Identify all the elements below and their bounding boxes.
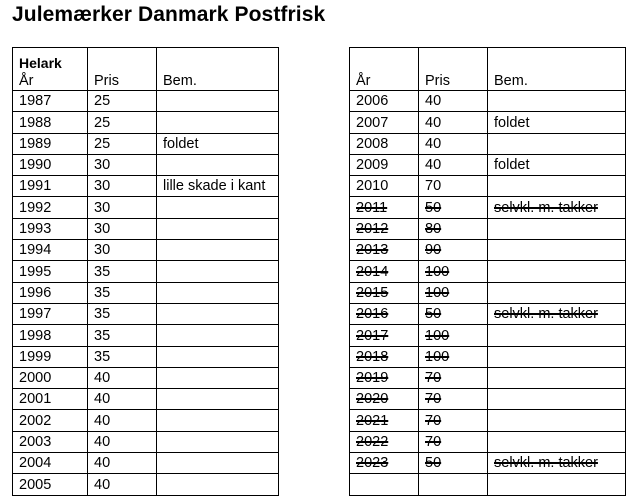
table-row <box>13 91 279 112</box>
cell-year: 1998 <box>13 325 88 346</box>
cell-price: 35 <box>88 261 157 282</box>
cell-note <box>488 389 626 410</box>
table-body-right <box>350 48 626 496</box>
cell-note <box>157 261 279 282</box>
cell-year: 2003 <box>13 431 88 452</box>
cell-year: 2004 <box>13 453 88 474</box>
cell-year: 2016 <box>350 303 419 324</box>
cell-price: 70 <box>419 431 488 452</box>
table-row <box>13 431 279 452</box>
cell-price: 35 <box>88 303 157 324</box>
cell-year: 2017 <box>350 325 419 346</box>
cell-year: 2008 <box>350 133 419 154</box>
cell-year: 2020 <box>350 389 419 410</box>
cell-year: 1991 <box>13 176 88 197</box>
table-row <box>350 453 626 474</box>
cell-year: 2014 <box>350 261 419 282</box>
cell-price: 100 <box>419 282 488 303</box>
cell-year: 1999 <box>13 346 88 367</box>
cell-price: 40 <box>88 389 157 410</box>
cell-year: 2018 <box>350 346 419 367</box>
cell-price: 70 <box>419 367 488 388</box>
table-row <box>350 346 626 367</box>
cell-year: 1994 <box>13 240 88 261</box>
table-row <box>350 389 626 410</box>
cell-note <box>157 410 279 431</box>
cell-price: 40 <box>419 133 488 154</box>
table-row <box>13 154 279 175</box>
table-row <box>13 346 279 367</box>
cell-note <box>157 431 279 452</box>
header-year: År <box>350 48 419 91</box>
cell-note: selvkl. m. takker <box>488 453 626 474</box>
cell-price: 70 <box>419 176 488 197</box>
header-year-label: År <box>19 73 34 89</box>
cell-price: 35 <box>88 282 157 303</box>
cell-note: selvkl. m. takker <box>488 197 626 218</box>
header-note: Bem. <box>488 48 626 91</box>
table-row <box>13 133 279 154</box>
cell-note: lille skade i kant <box>157 176 279 197</box>
cell-price: 40 <box>88 410 157 431</box>
table-row <box>350 240 626 261</box>
cell-year: 1993 <box>13 218 88 239</box>
cell-price: 50 <box>419 303 488 324</box>
cell-price: 25 <box>88 133 157 154</box>
cell-year: 1987 <box>13 91 88 112</box>
cell-note <box>157 325 279 346</box>
cell-price: 40 <box>88 453 157 474</box>
cell-note <box>157 453 279 474</box>
cell-year: 2007 <box>350 112 419 133</box>
table-row <box>13 325 279 346</box>
cell-note <box>488 431 626 452</box>
cell-note <box>488 133 626 154</box>
cell-price: 100 <box>419 325 488 346</box>
cell-year: 2010 <box>350 176 419 197</box>
table-row <box>350 197 626 218</box>
cell-note <box>488 474 626 495</box>
cell-note <box>488 367 626 388</box>
cell-note <box>157 240 279 261</box>
cell-note <box>157 197 279 218</box>
cell-year: 2023 <box>350 453 419 474</box>
price-table-right <box>349 47 626 496</box>
header-price: Pris <box>419 48 488 91</box>
table-row <box>13 197 279 218</box>
cell-note <box>488 240 626 261</box>
cell-note <box>488 176 626 197</box>
cell-price: 40 <box>88 431 157 452</box>
cell-note <box>488 346 626 367</box>
cell-note <box>157 389 279 410</box>
cell-year: 1996 <box>13 282 88 303</box>
table-body-left <box>13 48 279 496</box>
cell-note <box>157 346 279 367</box>
cell-year: 1995 <box>13 261 88 282</box>
table-row <box>350 410 626 431</box>
table-row <box>350 112 626 133</box>
cell-note <box>488 261 626 282</box>
cell-year: 1997 <box>13 303 88 324</box>
cell-year: 2006 <box>350 91 419 112</box>
table-row <box>350 367 626 388</box>
table-row <box>13 410 279 431</box>
table-row <box>13 240 279 261</box>
cell-note <box>157 367 279 388</box>
cell-note: foldet <box>157 133 279 154</box>
cell-price: 35 <box>88 346 157 367</box>
table-row <box>13 282 279 303</box>
table-row <box>350 282 626 303</box>
cell-year: 2000 <box>13 367 88 388</box>
table-row <box>13 218 279 239</box>
cell-note <box>157 91 279 112</box>
cell-year: 2009 <box>350 154 419 175</box>
cell-year: 2019 <box>350 367 419 388</box>
cell-note: foldet <box>488 154 626 175</box>
cell-price: 30 <box>88 240 157 261</box>
table-row <box>350 154 626 175</box>
cell-price: 30 <box>88 218 157 239</box>
cell-price: 70 <box>419 410 488 431</box>
cell-note <box>488 218 626 239</box>
table-row <box>350 91 626 112</box>
table-row <box>350 133 626 154</box>
header-row <box>13 48 279 91</box>
table-row <box>350 431 626 452</box>
cell-year: 2012 <box>350 218 419 239</box>
table-row <box>13 389 279 410</box>
table-row <box>350 218 626 239</box>
cell-price: 100 <box>419 346 488 367</box>
cell-price: 40 <box>419 91 488 112</box>
cell-note <box>488 325 626 346</box>
table-row <box>350 261 626 282</box>
table-row <box>350 303 626 324</box>
cell-price: 30 <box>88 197 157 218</box>
cell-price: 30 <box>88 176 157 197</box>
table-row <box>350 176 626 197</box>
cell-year <box>350 474 419 495</box>
cell-price: 100 <box>419 261 488 282</box>
header-year <box>13 48 88 91</box>
cell-price: 40 <box>419 112 488 133</box>
price-table-left <box>12 47 279 496</box>
cell-year: 2021 <box>350 410 419 431</box>
page-title: Julemærker Danmark Postfrisk <box>12 3 326 26</box>
cell-year: 1992 <box>13 197 88 218</box>
cell-year: 1989 <box>13 133 88 154</box>
cell-price: 25 <box>88 91 157 112</box>
cell-price: 70 <box>419 389 488 410</box>
cell-note <box>157 112 279 133</box>
cell-price: 25 <box>88 112 157 133</box>
cell-year: 2015 <box>350 282 419 303</box>
table-row <box>350 325 626 346</box>
table-row <box>13 453 279 474</box>
table-row <box>13 176 279 197</box>
cell-note <box>157 282 279 303</box>
cell-note <box>157 474 279 495</box>
cell-note: foldet <box>488 112 626 133</box>
cell-price: 35 <box>88 325 157 346</box>
cell-note <box>157 303 279 324</box>
cell-price: 50 <box>419 453 488 474</box>
cell-year: 2001 <box>13 389 88 410</box>
cell-price: 40 <box>88 474 157 495</box>
cell-note <box>157 218 279 239</box>
header-row <box>350 48 626 91</box>
cell-price: 40 <box>88 367 157 388</box>
cell-price: 30 <box>88 154 157 175</box>
cell-year: 2002 <box>13 410 88 431</box>
table-row <box>13 112 279 133</box>
table-row <box>13 367 279 388</box>
cell-note <box>157 154 279 175</box>
cell-year: 1990 <box>13 154 88 175</box>
cell-price <box>419 474 488 495</box>
table-row <box>13 303 279 324</box>
cell-note <box>488 410 626 431</box>
table-row <box>13 261 279 282</box>
cell-year: 2011 <box>350 197 419 218</box>
cell-year: 1988 <box>13 112 88 133</box>
cell-year: 2005 <box>13 474 88 495</box>
group-label: Helark <box>19 55 62 71</box>
cell-price: 40 <box>419 154 488 175</box>
cell-year: 2013 <box>350 240 419 261</box>
cell-note: selvkl. m. takker <box>488 303 626 324</box>
cell-note <box>488 91 626 112</box>
cell-year: 2022 <box>350 431 419 452</box>
table-row <box>13 474 279 495</box>
cell-price: 80 <box>419 218 488 239</box>
cell-note <box>488 282 626 303</box>
header-price: Pris <box>88 48 157 91</box>
cell-price: 90 <box>419 240 488 261</box>
header-note: Bem. <box>157 48 279 91</box>
cell-price: 50 <box>419 197 488 218</box>
table-row <box>350 474 626 495</box>
